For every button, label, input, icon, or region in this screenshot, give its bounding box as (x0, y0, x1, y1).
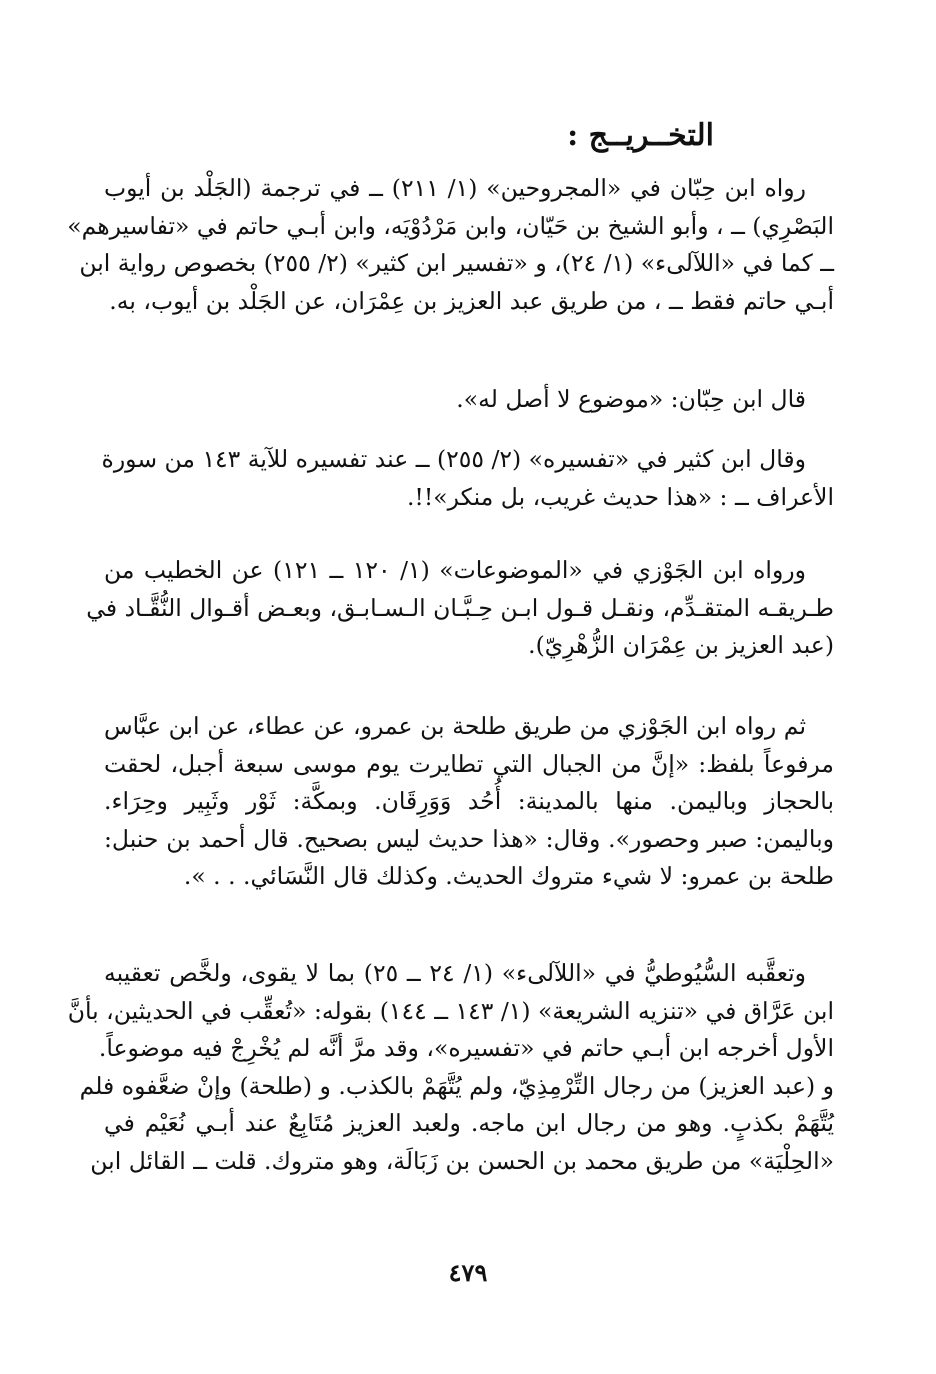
text-line: الأعراف ــ : «هذا حديث غريب، بل منكر»!!. (406, 482, 834, 511)
text-line: «الحِلْيَة» من طريق محمد بن الحسن بن زَبَالَة، وهو متروك. قلت ــ القائل ابن (90, 1146, 834, 1175)
text-line: البَصْرِي) ــ ، وأبو الشيخ بن حَيّان، وابن مَرْدُوْيَه، وابن أبـي حاتم في «تفاسيرهم» (67, 211, 834, 240)
paragraph-2 (104, 381, 834, 419)
paragraph-6 (67, 955, 834, 1180)
text-line: قال ابن حِبّان: «موضوع لا أصل له». (456, 385, 806, 413)
paragraph-5 (104, 708, 834, 896)
text-line: و (عبد العزيز) من رجال التِّرْمِذِيّ، ولم يُتَّهَمْ بالكذب. و (طلحة) وإنْ ضعَّفوه فلم (79, 1071, 834, 1100)
text-line: ورواه ابن الجَوْزي في «الموضوعات» (١/ ١٢٠ ــ ١٢١) عن الخطيب من (104, 556, 806, 584)
text-line: وقال ابن كثير في «تفسيره» (٢/ ٢٥٥) ــ عند تفسيره للآية ١٤٣ من سورة (101, 445, 806, 473)
text-line: ثم رواه ابن الجَوْزي من طريق طلحة بن عمرو، عن عطاء، عن ابن عبَّاس (104, 712, 806, 740)
section-heading: التخــريــج : (567, 118, 714, 153)
text-line: وتعقَّبه السُّيُوطيُّ في «اللآلىء» (١/ ٢٤ ــ ٢٥) بما لا يقوى، ولخَّص تعقيبه (104, 959, 806, 987)
text-line: طلحة بن عمرو: لا شيء متروك الحديث. وكذلك قال النَّسَائي. . . ». (183, 862, 834, 890)
paragraph-1 (67, 170, 834, 320)
text-line: ــ كما في «اللآلىء» (١/ ٢٤)، و «تفسير ابن كثير» (٢/ ٢٥٥) بخصوص رواية ابن (79, 249, 834, 277)
text-line: رواه ابن حِبّان في «المجروحين» (١/ ٢١١) ــ في ترجمة (الجَلْد بن أيوب (104, 174, 806, 202)
text-line: يُتَّهَمْ بكذبٍ. وهو من رجال ابن ماجه. ولعبد العزيز مُتَابِعٌ عند أبـي نُعَيْم في (104, 1109, 834, 1137)
text-line: وباليمن: صبر وحصور». وقال: «هذا حديث ليس بصحيح. قال أحمد بن حنبل: (104, 824, 834, 853)
text-line: طـريقـه المتقـدِّم، ونقـل قـول ابـن حِـبَّـان الـسـابـق، وبعـض أقـوال النُّقَّـاد في (86, 593, 834, 622)
text-line: مرفوعاً بلفظ: «إنَّ من الجبال التي تطايرت يوم موسى سبعة أجبل، لحقت (104, 749, 834, 778)
paragraph-4 (86, 552, 834, 665)
text-line: (عبد العزيز بن عِمْرَان الزُّهْرِيّ). (528, 631, 834, 659)
text-line: أبـي حاتم فقط ــ ، من طريق عبد العزيز بن عِمْرَان، عن الجَلْد بن أيوب، به. (109, 286, 834, 315)
text-line: الأول أخرجه ابن أبـي حاتم في «تفسيره»، وقد مرَّ أنَّه لم يُخْرِجْ فيه موضوعاً. (98, 1034, 834, 1062)
paragraph-3 (101, 441, 834, 516)
page-number: ٤٧٩ (448, 1258, 488, 1287)
text-line: بالحجاز وباليمن. منها بالمدينة: أُحُد وَوَرِقَان. وبمكَّة: ثَوْر وثَبِير وحِرَاء. (104, 787, 834, 815)
text-line: ابن عَرَّاق في «تنزيه الشريعة» (١/ ١٤٣ ــ ١٤٤) بقوله: «تُعقِّب في الحديثين، بأنَّ (67, 996, 834, 1025)
